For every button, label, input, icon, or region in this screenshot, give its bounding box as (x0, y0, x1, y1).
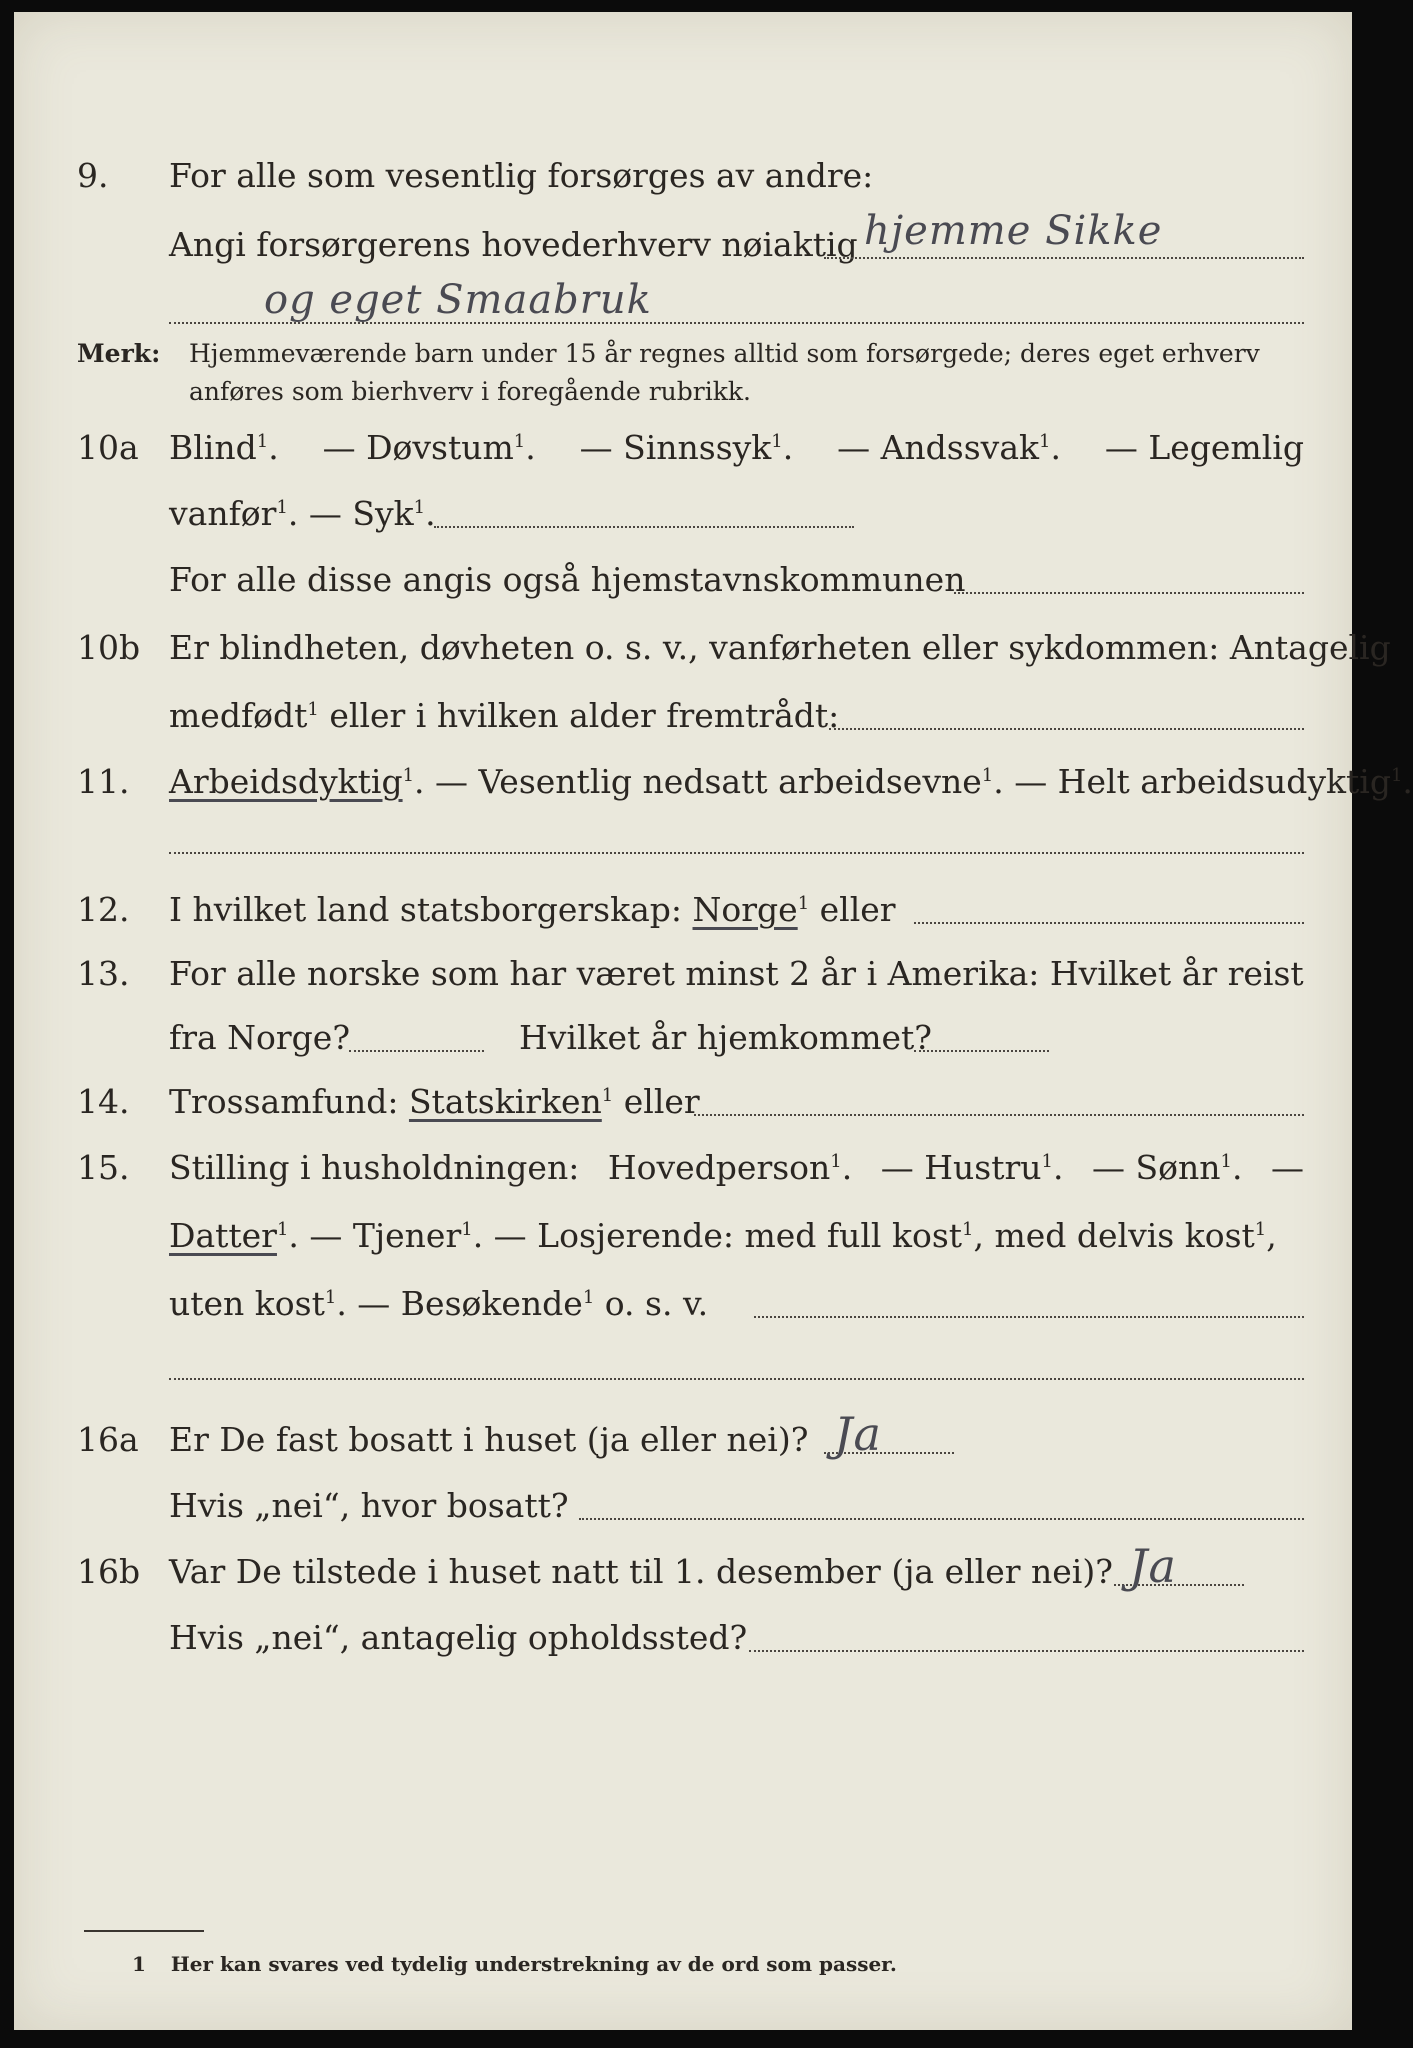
q14-answer-line (694, 1114, 1304, 1116)
q13-row-1 (14, 946, 1352, 1002)
q14-number: 14. (77, 1082, 130, 1121)
q16b-opholdssted: Hvis „nei“, antagelig opholdssted? (169, 1618, 748, 1657)
q16b-row-1 (14, 1539, 1352, 1600)
q13-row-2 (14, 1010, 1352, 1066)
q10b-number: 10b (77, 628, 141, 667)
q13-hjemkommet: Hvilket år hjemkommet? (519, 1018, 932, 1057)
census-form-page (14, 12, 1413, 2030)
q15-line-3: uten kost$^1$. — Besøkende$^1$ o. s. v. (169, 1284, 709, 1323)
q10b-medfodt: medfødt$^1$ eller i hvilken alder fremtrådt: (169, 696, 840, 735)
q13-hjemkommet-line (914, 1050, 1049, 1052)
q10b-question: Er blindheten, døvheten o. s. v., vanførheten eller sykdommen: Antagelig (169, 628, 1391, 667)
q10b-row-1 (14, 620, 1391, 676)
q11-arbeidsdyktig-underlined: Arbeidsdyktig (169, 762, 403, 801)
q10a-row-3 (14, 552, 1352, 608)
q16b-number: 16b (77, 1552, 141, 1591)
q16a-question: Er De fast bosatt i huset (ja eller nei)? (169, 1420, 809, 1459)
q11-answer-line (169, 852, 1304, 854)
q10a-legemlig: — Legemlig (1104, 428, 1304, 467)
q11-options: Arbeidsdyktig$^1$. — Vesentlig nedsatt arbeidsevne$^1$. — Helt arbeidsudyktig$^1$. (169, 762, 1413, 801)
merk-label: Merk: (77, 339, 161, 368)
q10a-row-1 (14, 420, 1352, 476)
q16b-opholdssted-line (749, 1650, 1304, 1652)
q10a-syk-line (434, 526, 854, 528)
q11-row (14, 754, 1413, 810)
q10a-blind: Blind$^1$. (169, 428, 279, 467)
footnote-text: Her kan svares ved tydelig understrekning av de ord som passer. (170, 1952, 897, 1976)
q14-question: Trossamfund: Statskirken$^1$ eller (169, 1082, 700, 1121)
q10a-andssvak: — Andssvak$^1$. (837, 428, 1061, 467)
q13-question: For alle norske som har været minst 2 år i Amerika: Hvilket år reist (169, 954, 1304, 993)
q9-row-3 (14, 277, 1352, 338)
q14-statskirken-underlined: Statskirken (408, 1082, 602, 1121)
q9-handwritten-answer-2: og eget Smaabruk (264, 277, 652, 323)
q11-number: 11. (77, 762, 130, 801)
q16b-row-2 (14, 1610, 1352, 1666)
q9-row-2 (14, 208, 1352, 273)
q9-number: 9. (77, 156, 109, 195)
q10a-options (169, 420, 1304, 476)
q16a-number: 16a (77, 1420, 139, 1459)
q12-answer-line (914, 922, 1304, 924)
q9-row-1 (14, 148, 1352, 204)
q15-row-2 (14, 1208, 1352, 1264)
q13-number: 13. (77, 954, 130, 993)
q10a-hjemstavn-line (954, 592, 1304, 594)
q16b-handwritten-answer: Ja (1129, 1539, 1177, 1593)
q11-answer-row (14, 812, 1352, 868)
q10a-vanfor: vanfør$^1$. — Syk$^1$. (169, 494, 436, 533)
q16a-bosatt-line (579, 1518, 1304, 1520)
q10a-dovstum: — Døvstum$^1$. (322, 428, 536, 467)
q13-fra-norge: fra Norge? (169, 1018, 351, 1057)
q9-question-2: Angi forsørgerens hovederhverv nøiaktig (169, 225, 858, 264)
merk-note-2: anføres som bierhverv i foregående rubrikk. (189, 377, 751, 406)
merk-row-2 (14, 372, 1352, 412)
q12-question: I hvilket land statsborgerskap: Norge$^1$ eller (169, 890, 896, 929)
q15-answer-line (754, 1316, 1304, 1318)
q10a-row-2 (14, 486, 1352, 542)
q14-row (14, 1074, 1352, 1130)
q15-line-1: Stilling i husholdningen: Hovedperson$^1$. — Hustru$^1$. — Sønn$^1$. — (169, 1148, 1304, 1187)
merk-row-1 (14, 334, 1352, 374)
q9-handwritten-answer-1: hjemme Sikke (864, 208, 1163, 254)
q16a-hvor-bosatt: Hvis „nei“, hvor bosatt? (169, 1486, 569, 1525)
q9-question: For alle som vesentlig forsørges av andre: (169, 156, 874, 195)
q12-number: 12. (77, 890, 130, 929)
q10b-row-2 (14, 688, 1352, 744)
q15-answer-line-2 (169, 1378, 1304, 1380)
q16a-handwritten-answer: Ja (834, 1407, 882, 1461)
footnote (132, 1952, 897, 1976)
q15-datter-underlined: Datter (169, 1216, 277, 1255)
q10a-number: 10a (77, 428, 139, 467)
q16b-question: Var De tilstede i huset natt til 1. desember (ja eller nei)? (169, 1552, 1113, 1591)
q13-reist-line (349, 1050, 484, 1052)
q10a-hjemstavn: For alle disse angis også hjemstavnskommunen (169, 560, 966, 599)
q12-row (14, 882, 1352, 938)
q16a-row-1 (14, 1407, 1352, 1468)
footnote-rule (84, 1930, 204, 1932)
q10a-sinnssyk: — Sinnssyk$^1$. (579, 428, 794, 467)
q15-row-1 (14, 1140, 1352, 1196)
q16a-row-2 (14, 1478, 1352, 1534)
q10b-answer-line (829, 728, 1304, 730)
q15-row-3 (14, 1276, 1352, 1332)
q15-answer-row (14, 1338, 1352, 1394)
footnote-mark: 1 (132, 1952, 146, 1976)
merk-note-1: Hjemmeværende barn under 15 år regnes alltid som forsørgede; deres eget erhverv (189, 339, 1260, 368)
q15-line-2: Datter$^1$. — Tjener$^1$. — Losjerende: med full kost$^1$, med delvis kost$^1$, (169, 1216, 1277, 1255)
q15-number: 15. (77, 1148, 130, 1187)
q12-norge-underlined: Norge (692, 890, 798, 929)
